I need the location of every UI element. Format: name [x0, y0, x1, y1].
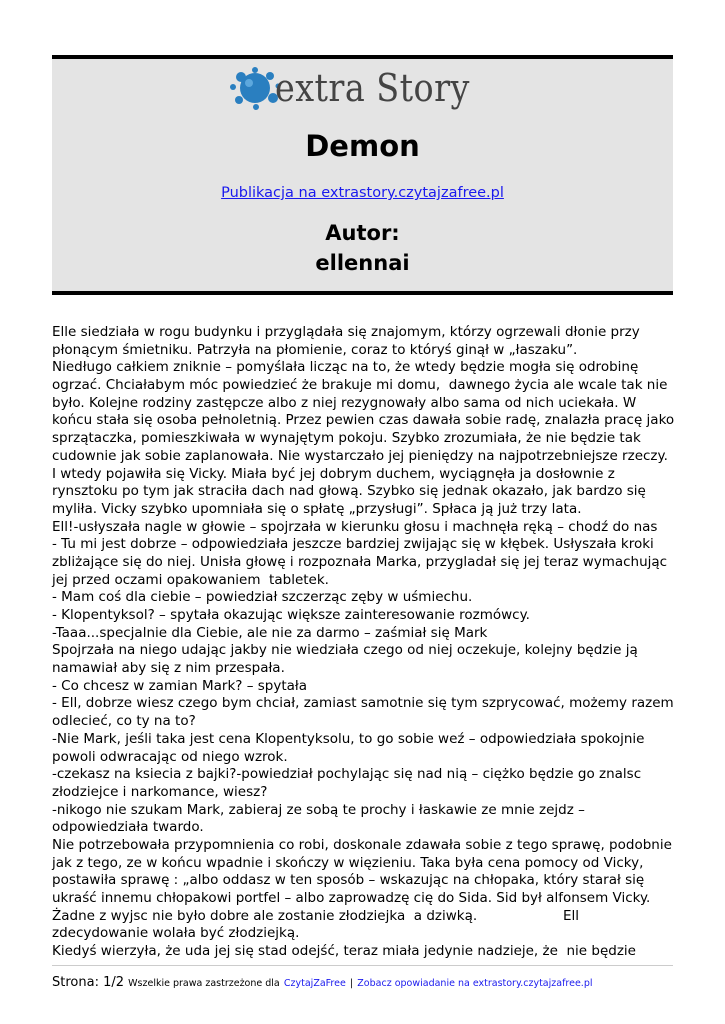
author-label: Autor:: [325, 221, 400, 245]
story-line: jej przed oczami opakowaniem tabletek.: [52, 571, 329, 588]
story-line: złodziejce i narkomance, wiesz?: [52, 783, 268, 800]
story-line: -Nie Mark, jeśli taka jest cena Klopentyksolu, to go sobie weź – odpowiedziała spokojnie: [52, 730, 645, 747]
story-line: - Klopentyksol? – spytała okazując większe zainteresowanie rozmówcy.: [52, 607, 530, 623]
extra-story-logo: [52, 64, 673, 112]
page-footer: [52, 975, 593, 990]
story-line: końcu stała się osoba pełnoletnią. Przez pewien czas dawała sobie radę, znalazła pracę jako: [52, 412, 675, 429]
story-line: -Taaa...specjalnie dla Ciebie, ale nie za darmo – zaśmiał się Mark: [52, 624, 488, 641]
story-line: Elle siedziała w rogu budynku i przyglądała się znajomym, którzy ogrzewali dłonie przy: [52, 324, 640, 340]
story-line: namawiał aby się z nim przespała.: [52, 660, 285, 677]
story-link[interactable]: Zobacz opowiadanie na extrastory.czytajzafree.pl: [357, 978, 593, 989]
story-line: ukraść innemu chłopakowi portfel – albo zaprowadzę cię do Sida. Sid był alfonsem Vicky.: [52, 890, 651, 906]
rights-text: Wszelkie prawa zastrzeżone dla: [128, 978, 280, 989]
site-link[interactable]: CzytajZaFree: [283, 978, 346, 989]
story-line: - Mam coś dla ciebie – powiedział szczerząc zęby w uśmiechu.: [52, 589, 473, 606]
story-line: Kiedyś wierzyła, że uda jej się stad odejść, teraz miała jedynie nadzieje, że nie będzie: [52, 943, 636, 960]
story-line: Spojrzała na niego udając jakby nie wiedziała czego od niej oczekuje, kolejny będzie ją: [52, 642, 638, 659]
story-line: płonącym śmietniku. Patrzyła na płomienie, coraz to któryś ginął w „łaszaku”.: [52, 341, 578, 358]
story-line: -czekasz na ksiecia z bajki?-powiedział pochylając się nad nią – ciężko będzie go znalsc: [52, 766, 642, 783]
story-line: cudownie jak sobie zaplanowała. Nie wystarczało jej pieniędzy na najpotrzebniejsze rzeczy.: [52, 447, 668, 464]
story-line: - Co chcesz w zamian Mark? – spytała: [52, 677, 308, 694]
story-line: odpowiedziała twardo.: [52, 819, 204, 836]
story-line: Niedługo całkiem zniknie – pomyślała licząc na to, że wtedy będzie mogła się odrobinę: [52, 359, 639, 376]
footer-separator: |: [349, 978, 354, 989]
story-line: Żadne z wyjsc nie było dobre ale zostanie złodziejka a dziwką. Ell: [52, 907, 580, 924]
story-line: zbliżające się do niej. Unisła głowę i rozpoznała Marka, przygladał się jej teraz wymachując: [52, 553, 668, 570]
story-line: - Ell, dobrze wiesz czego bym chciał, zamiast samotnie się tym szprycować, możemy razem: [52, 695, 674, 712]
story-line: - Tu mi jest dobrze – odpowiedziała jeszcze bardziej zwijając się w kłębek. Usłyszała kroki: [52, 536, 654, 553]
ink-splash-icon: [229, 65, 281, 111]
story-line: jak z tego, ze w końcu wpadnie i skończy w więzieniu. Taka była cena pomocy od Vicky,: [52, 854, 644, 871]
story-line: Ell!-usłyszała nagle w głowie – spojrzała w kierunku głosu i machnęła ręką – chodź do nas: [52, 518, 658, 535]
story-line: I wtedy pojawiła się Vicky. Miała być jej dobrym duchem, wyciągnęła ja dosłownie z: [52, 465, 615, 482]
story-line: postawiła sprawę : „albo oddasz w ten sposób – wskazując na chłopaka, który starał się: [52, 872, 645, 889]
story-line: rynsztoku po tym jak straciła dach nad głową. Szybko się jednak okazało, jak bardzo się: [52, 483, 646, 500]
story-line: Nie potrzebowała przypomnienia co robi, doskonale zdawała sobie z tego sprawę, podobnie: [52, 836, 672, 853]
story-line: sprzątaczka, pomieszkiwała w wynajętym pokoju. Szybko zrozumiała, że nie będzie tak: [52, 430, 641, 447]
story-line: było. Kolejne rodziny zastępcze albo z niej rezygnowały albo sama od nich uciekała. W: [52, 394, 637, 411]
story-line: powoli odwracając od niego wzrok.: [52, 748, 288, 765]
page-number: Strona: 1/2: [52, 975, 125, 990]
story-line: -nikogo nie szukam Mark, zabieraj ze sobą te prochy i łaskawie ze mnie zejdz –: [52, 801, 585, 818]
logo-text: extra Story: [274, 66, 470, 110]
footer-divider: [52, 965, 673, 966]
story-line: zdecydowanie wolała być złodziejką.: [52, 925, 300, 942]
story-title: Demon: [305, 129, 420, 163]
story-line: odlecieć, co ty na to?: [52, 713, 196, 730]
header-box: [52, 55, 673, 295]
story-line: ogrzać. Chciałabym móc powiedzieć że brakuje mi domu, dawnego życia ale wcale tak nie: [52, 377, 668, 394]
story-line: myliła. Vicky szybko upomniała się o spłatę „przysługi”. Spłaca ją już trzy lata.: [52, 500, 582, 517]
story-body: [52, 324, 682, 961]
publication-link[interactable]: Publikacja na extrastory.czytajzafree.pl: [221, 185, 504, 201]
author-name: ellennai: [315, 251, 410, 275]
